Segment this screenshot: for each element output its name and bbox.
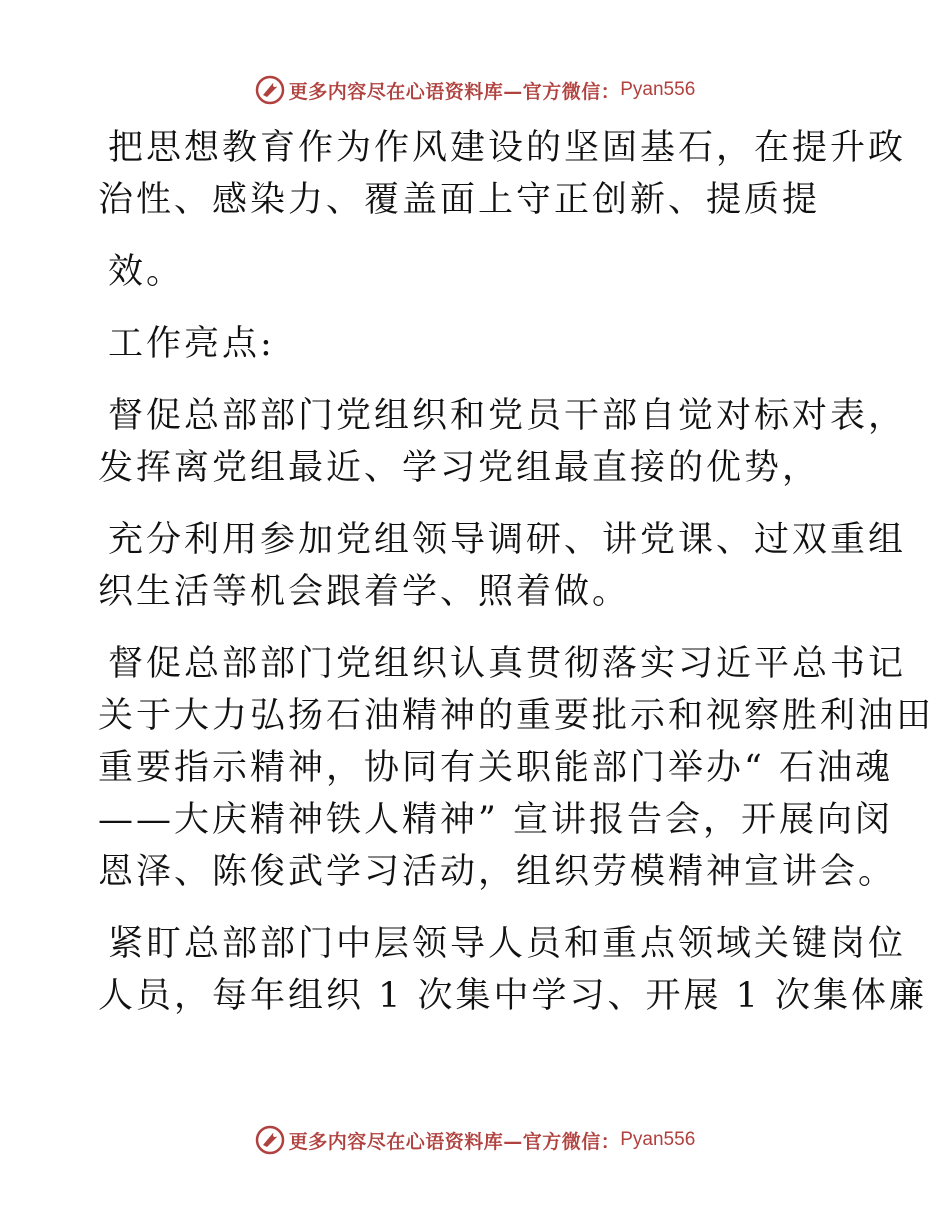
red-seal-logo-icon: [255, 1125, 285, 1155]
paragraph-5: [98, 638, 935, 898]
text-line: 督促总部部门党组织和党员干部自觉对标对表，: [108, 396, 907, 436]
paragraph-1: [98, 122, 907, 226]
text-line: 治性、感染力、覆盖面上守正创新、提质提: [98, 180, 821, 220]
red-seal-logo-icon: [255, 75, 285, 105]
text-line: 工作亮点:: [108, 324, 275, 364]
paragraph-2: [98, 246, 858, 298]
paragraph-3: [98, 390, 907, 494]
header-banner: [0, 70, 950, 110]
section-heading: [98, 318, 858, 370]
paragraph-6: [98, 918, 928, 1022]
text-line: 重要指示精神，协同有关职能部门举办“ 石油魂: [98, 748, 894, 788]
text-line: 督促总部部门党组织认真贯彻落实习近平总书记: [108, 644, 907, 684]
footer-banner-text: 更多内容尽在心语资料库—官方微信：: [288, 1130, 621, 1153]
header-banner-contact: Pyan556: [620, 79, 696, 100]
paragraph-4: [98, 514, 907, 618]
text-line: 效。: [108, 252, 185, 292]
text-line: 人员，每年组织 1 次集中学习、开展 1 次集体廉: [98, 976, 928, 1016]
text-line: 把思想教育作为作风建设的坚固基石，在提升政: [108, 128, 907, 168]
text-line: 关于大力弘扬石油精神的重要批示和视察胜利油田: [98, 696, 935, 736]
footer-banner-contact: Pyan556: [620, 1129, 696, 1150]
text-line: 紧盯总部部门中层领导人员和重点领域关键岗位: [108, 924, 907, 964]
text-line: ——大庆精神铁人精神” 宣讲报告会，开展向闵: [98, 800, 894, 840]
text-line: 恩泽、陈俊武学习活动，组织劳模精神宣讲会。: [98, 852, 897, 892]
header-banner-text: 更多内容尽在心语资料库—官方微信：: [288, 80, 621, 103]
text-line: 织生活等机会跟着学、照着做。: [98, 572, 631, 612]
footer-banner: [0, 1120, 950, 1160]
text-line: 发挥离党组最近、学习党组最直接的优势，: [98, 448, 821, 488]
text-line: 充分利用参加党组领导调研、讲党课、过双重组: [108, 520, 907, 560]
document-body: [98, 122, 935, 1042]
